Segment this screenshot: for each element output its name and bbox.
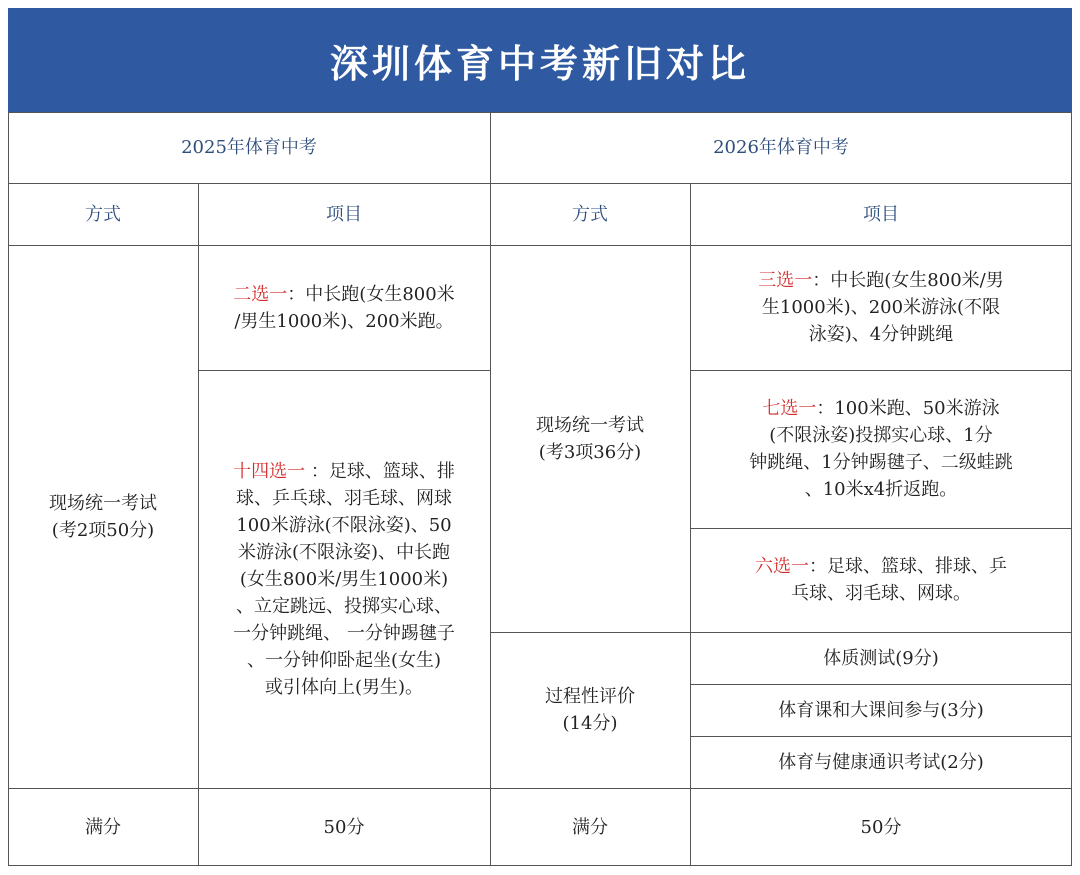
full-score-label: 满分 <box>572 816 608 838</box>
year-2025-label: 2025年体育中考 <box>181 137 317 158</box>
method-2026-onsite <box>490 245 690 632</box>
item-group-text <box>233 281 454 335</box>
item-group-text <box>755 553 1007 607</box>
process-item <box>690 736 1072 788</box>
col-item-2026 <box>690 183 1072 245</box>
col-item-2025 <box>198 183 490 245</box>
method-2026-process <box>490 632 690 788</box>
method-2026-text: 现场统一考试 (考3项36分) <box>536 414 644 463</box>
item-group-text <box>749 395 1012 503</box>
col-method-label: 方式 <box>572 203 608 225</box>
group-detail: ：中长跑(女生800米/男 生1000米)、200米游泳(不限 泳姿)、4分钟跳绳 <box>761 270 1004 345</box>
full-score-value-2025 <box>198 788 490 866</box>
process-item-text: 体育与健康通识考试(2分) <box>778 751 984 773</box>
year-2026-header <box>490 112 1072 183</box>
col-method-2026 <box>490 183 690 245</box>
group-detail: ：中长跑(女生800米 /男生1000米)、200米跑。 <box>234 283 455 332</box>
full-score-value-2026 <box>690 788 1072 866</box>
process-item <box>690 684 1072 736</box>
col-item-label: 项目 <box>863 203 899 225</box>
item-group-2026-3 <box>690 528 1072 632</box>
group-label: 二选一 <box>233 283 288 305</box>
process-method-text: 过程性评价 (14分) <box>545 686 635 734</box>
item-group-text <box>758 267 1003 348</box>
col-item-label: 项目 <box>326 203 362 225</box>
group-label: 六选一 <box>755 556 809 577</box>
process-item <box>690 632 1072 684</box>
item-group-2025-2 <box>198 370 490 788</box>
full-score-value: 50分 <box>323 816 365 838</box>
process-item-text: 体育课和大课间参与(3分) <box>778 699 984 721</box>
full-score-value: 50分 <box>860 816 902 838</box>
item-group-2025-1 <box>198 245 490 370</box>
method-2025-text: 现场统一考试 (考2项50分) <box>49 492 157 541</box>
year-2025-header <box>8 112 490 183</box>
title-banner <box>8 8 1072 112</box>
full-score-label: 满分 <box>85 816 121 838</box>
process-item-text: 体质测试(9分) <box>823 647 939 669</box>
page-title: 深圳体育中考新旧对比 <box>329 41 750 86</box>
item-group-text <box>233 458 455 701</box>
group-label: 七选一 <box>762 398 817 419</box>
item-group-2026-1 <box>690 245 1072 370</box>
group-detail: ：100米跑、50米游泳 (不限泳姿)投掷实心球、1分 钟跳绳、1分钟踢毽子、二级蛙跳 、10米x4折返跑。 <box>749 398 1013 500</box>
year-2026-label: 2026年体育中考 <box>713 137 849 158</box>
col-method-2025 <box>8 183 198 245</box>
full-score-label-2025 <box>8 788 198 866</box>
full-score-label-2026 <box>490 788 690 866</box>
group-label: 十四选一 <box>233 460 306 482</box>
col-method-label: 方式 <box>85 203 121 225</box>
method-2025 <box>8 245 198 788</box>
group-detail: ：足球、篮球、排 球、乒乓球、羽毛球、网球 100米游泳(不限泳姿)、50 米游泳(不限泳姿)、中长跑 (女生800米/男生1000米) 、立定跳远、投掷实心球、 一分钟跳绳、 一分钟踢毽子 、一分钟仰卧起坐(女生) 或引体向上(男生)。 <box>233 460 455 698</box>
group-detail: ：足球、篮球、排球、乒 乓球、羽毛球、网球。 <box>791 556 1007 604</box>
group-label: 三选一 <box>758 270 813 291</box>
item-group-2026-2 <box>690 370 1072 528</box>
